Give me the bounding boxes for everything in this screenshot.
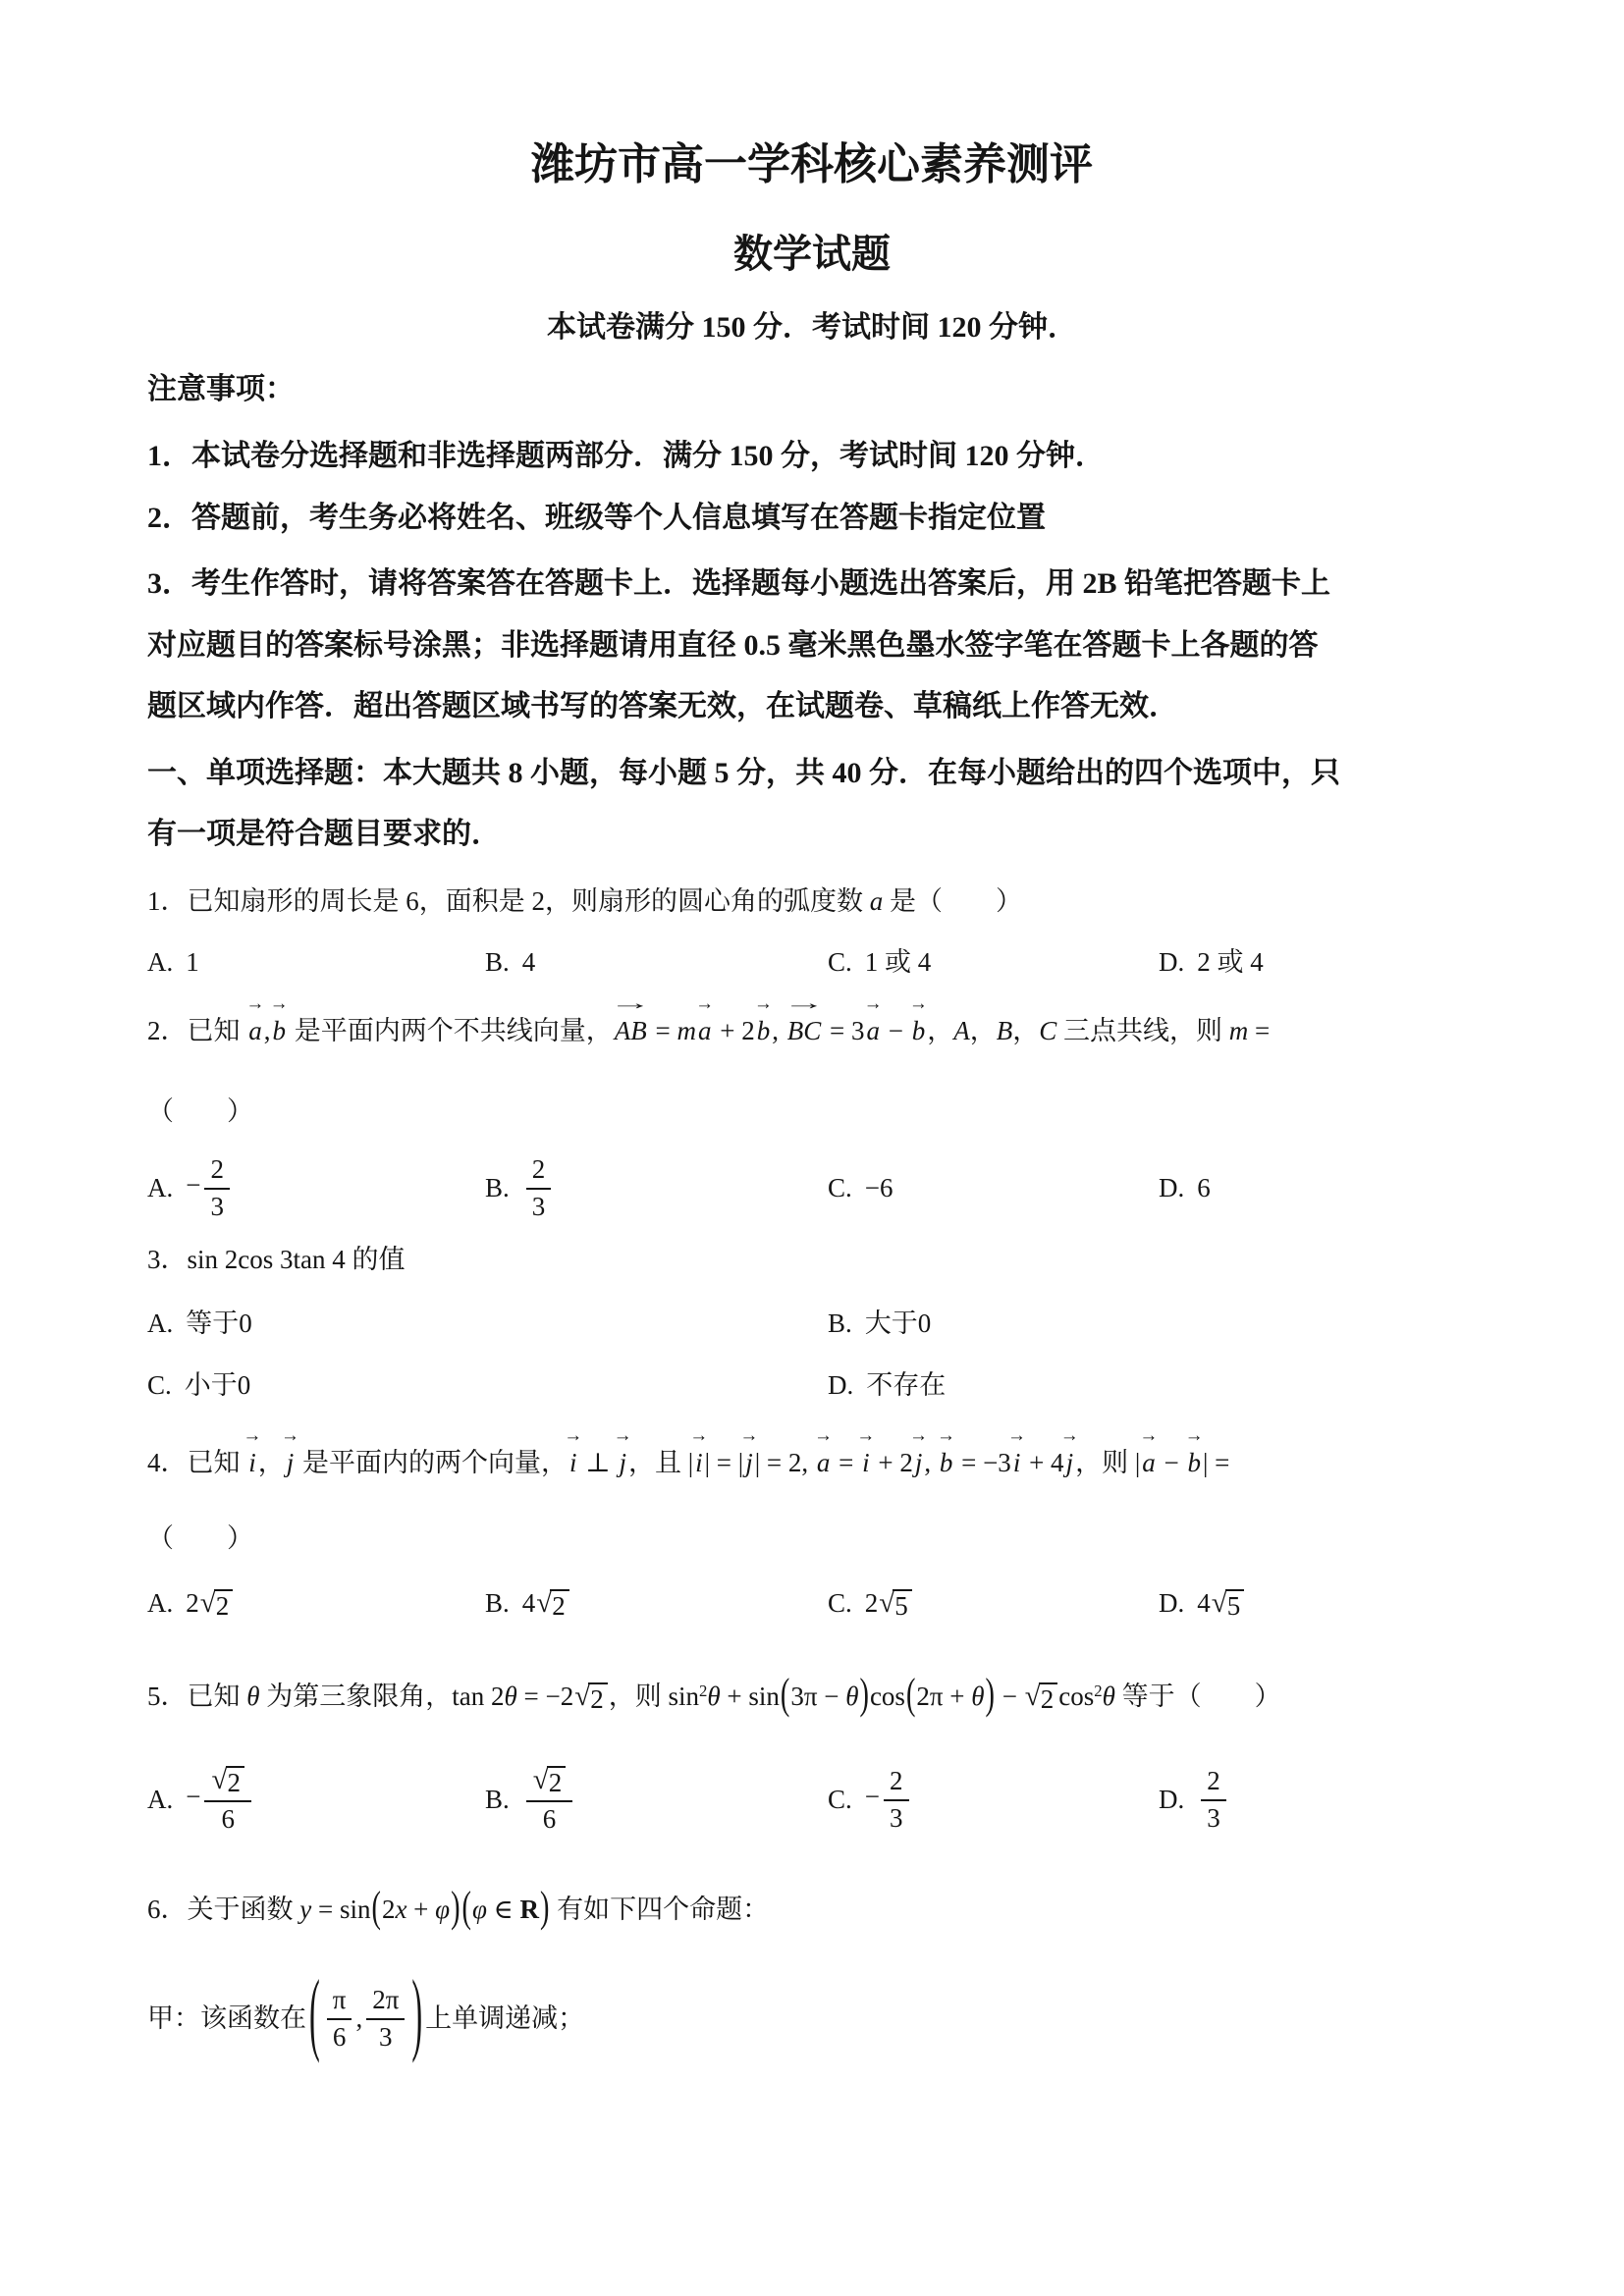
question-4-option-a <box>147 1581 485 1625</box>
option-label: B. <box>485 1588 510 1618</box>
option-value: 等于0 <box>186 1308 252 1338</box>
option-value: − $\frac{2}{3}$ <box>186 1153 234 1221</box>
question-2-option-a <box>147 1137 485 1239</box>
option-label: A. <box>147 1588 174 1618</box>
question-1-option-b <box>485 944 828 980</box>
question-2-options <box>147 1137 1522 1239</box>
option-label: D. <box>1159 1173 1185 1202</box>
option-label: C. <box>147 1370 172 1400</box>
question-5-option-b <box>485 1743 828 1855</box>
question-4-stem: 4．已知 → i，→ j 是平面内的两个向量，→ i ⊥ → j，且 |→ i| = |→ j| = 2, → a = → i + 2→ j, → b = −3→ i + 4→ j，则 |→ a − → b| = <box>147 1441 1522 1484</box>
option-value: 小于0 <box>184 1370 251 1400</box>
notice-item-1: 1．本试卷分选择题和非选择题两部分．满分 150 分，考试时间 120 分钟． <box>147 440 1105 472</box>
question-6-stem: 6．关于函数 y = sin(2x + φ)(φ ∈ R) 有如下四个命题： <box>147 1884 770 1932</box>
option-value: 不存在 <box>866 1370 947 1400</box>
question-3-option-c <box>147 1367 828 1403</box>
option-value: 4 √ 5 <box>1197 1581 1245 1625</box>
question-2-stem: 2．已知 → a,→ b 是平面内两个不共线向量，→ AB = m→ a + 2→ b, → BC = 3→ a − → b，A，B，C 三点共线，则 m = <box>147 1009 1522 1052</box>
question-5-stem: 5．已知 θ 为第三象限角，tan 2θ = −2 √ 2 ，则 $\sin^2\theta + \sin(3\pi - \theta)\cos(2\pi + \theta)$ − √ 2 $\cos^2\theta$ 等于（ ） <box>147 1671 1281 1719</box>
option-label: D. <box>1159 1785 1185 1814</box>
exam-subtitle: 数学试题 <box>733 232 891 276</box>
question-3-options-row-1 <box>147 1306 1522 1341</box>
option-label: A. <box>147 1173 174 1202</box>
exam-title: 潍坊市高一学科核心素养测评 <box>531 140 1093 188</box>
option-value: 1 <box>186 947 199 977</box>
option-value: − $\frac{2}{3}$ <box>865 1765 913 1833</box>
option-value: 4 √ 2 <box>522 1581 570 1625</box>
option-value: −6 <box>864 1173 893 1202</box>
option-value: 4 <box>521 947 536 977</box>
question-3-option-b <box>828 1306 1522 1341</box>
question-1-option-d <box>1159 944 1522 980</box>
option-label: A. <box>147 947 174 977</box>
question-2-paren: （ ） <box>147 1096 253 1126</box>
option-label: B. <box>828 1308 852 1338</box>
question-2-option-c <box>828 1137 1159 1239</box>
question-3-stem: 3．sin 2cos 3tan 4 的值 <box>147 1245 406 1274</box>
section-heading-line-1: 一、单项选择题：本大题共 8 小题，每小题 5 分，共 40 分．在每小题给出的四个选项中，只 <box>147 757 1340 789</box>
question-5-option-a <box>147 1743 485 1855</box>
option-label: C. <box>828 1588 852 1618</box>
option-value: 6 <box>1197 1173 1211 1202</box>
option-label: C. <box>828 1785 852 1814</box>
option-label: B. <box>485 1785 510 1814</box>
question-4-option-d <box>1159 1581 1522 1625</box>
question-3-option-d <box>828 1367 1522 1403</box>
option-label: A. <box>147 1785 174 1814</box>
option-label: C. <box>828 947 852 977</box>
question-1-options <box>147 944 1522 980</box>
question-2-option-d <box>1159 1137 1522 1239</box>
question-5-option-d <box>1159 1743 1522 1855</box>
question-1-stem: 1．已知扇形的周长是 6，面积是 2，则扇形的圆心角的弧度数 a 是（ ） <box>147 886 1022 916</box>
option-label: D. <box>828 1370 854 1400</box>
exam-info: 本试卷满分 150 分．考试时间 120 分钟． <box>547 311 1077 344</box>
question-4-paren: （ ） <box>147 1523 253 1553</box>
option-value: 2 或 4 <box>1197 947 1264 977</box>
section-heading-line-2: 有一项是符合题目要求的． <box>147 818 501 850</box>
notice-heading: 注意事项： <box>147 373 295 405</box>
question-3-option-a <box>147 1306 828 1341</box>
question-4-option-c <box>828 1581 1159 1625</box>
question-4-option-b <box>485 1581 828 1625</box>
option-label: B. <box>485 1173 510 1202</box>
option-label: D. <box>1159 947 1185 977</box>
question-1-option-a <box>147 944 485 980</box>
option-value: √ 2 6 <box>522 1764 577 1834</box>
question-4-options <box>147 1581 1522 1625</box>
option-value: $\frac{2}{3}$ <box>1197 1765 1230 1833</box>
question-2-option-b <box>485 1137 828 1239</box>
option-value: 2 √ 2 <box>186 1581 234 1625</box>
option-value: 2 √ 5 <box>865 1581 913 1625</box>
option-value: 1 或 4 <box>864 947 932 977</box>
option-label: A. <box>147 1308 174 1338</box>
question-5-options <box>147 1743 1522 1855</box>
option-value: $\frac{2}{3}$ <box>522 1153 556 1221</box>
question-3-options-row-2 <box>147 1367 1522 1403</box>
option-label: B. <box>485 947 510 977</box>
question-6-proposition-jia: 甲：该函数在 ( $\frac{\pi}{6}$ , $\frac{2\pi}{3}$ ) 上单调递减； <box>147 1963 585 2066</box>
option-label: D. <box>1159 1588 1185 1618</box>
question-5-option-c <box>828 1743 1159 1855</box>
option-label: C. <box>828 1173 852 1202</box>
notice-item-3-line-1: 3．考生作答时，请将答案答在答题卡上．选择题每小题选出答案后，用 2B 铅笔把答题卡上 <box>147 567 1331 600</box>
notice-item-3-line-2: 对应题目的答案标号涂黑；非选择题请用直径 0.5 毫米黑色墨水签字笔在答题卡上各题的答 <box>147 629 1319 662</box>
notice-item-3-line-3: 题区域内作答．超出答题区域书写的答案无效，在试题卷、草稿纸上作答无效． <box>147 690 1178 722</box>
option-value: − √ 2 6 <box>186 1764 255 1834</box>
notice-item-2: 2．答题前，考生务必将姓名、班级等个人信息填写在答题卡指定位置 <box>147 502 1046 534</box>
option-value: 大于0 <box>864 1308 932 1338</box>
question-1-option-c <box>828 944 1159 980</box>
